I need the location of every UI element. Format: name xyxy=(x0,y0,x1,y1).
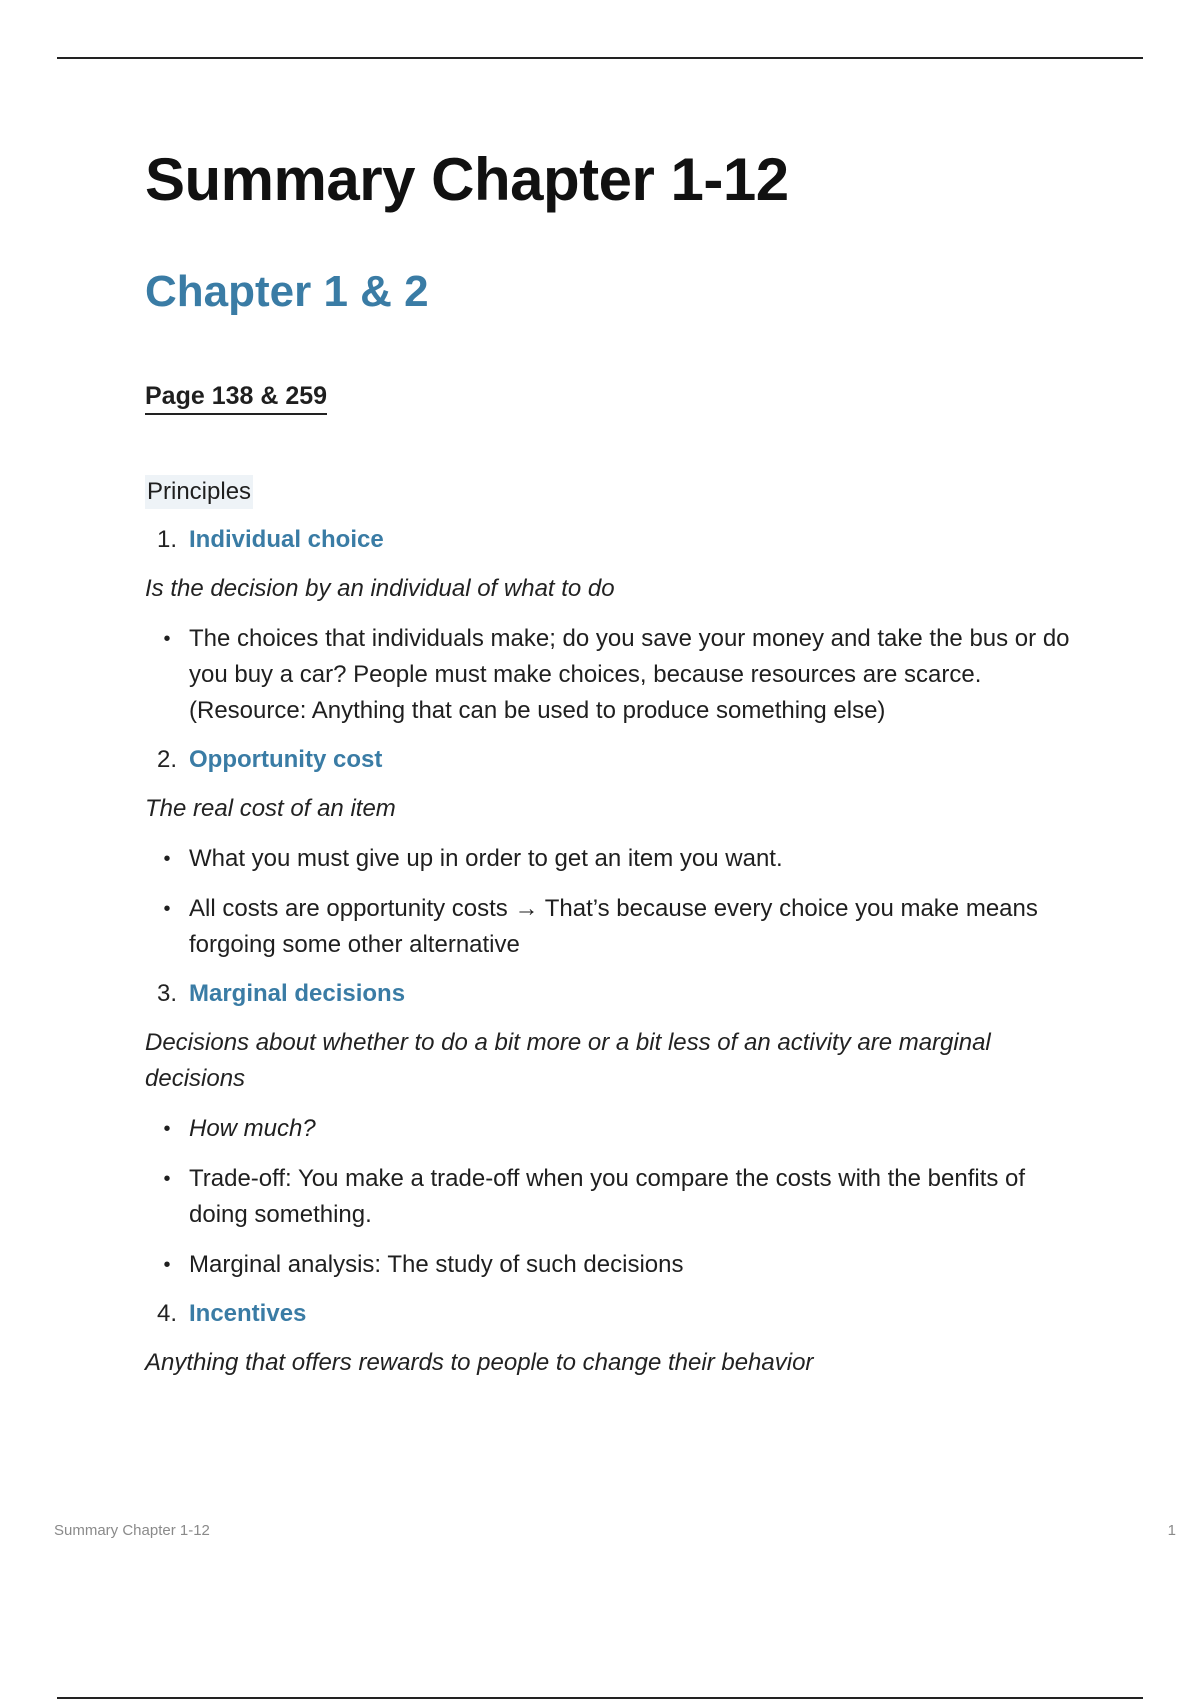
principle-definition: Decisions about whether to do a bit more or a bit less of an activity are marginal decisions xyxy=(145,1029,991,1092)
bullet-dot-icon: • xyxy=(163,848,171,870)
bullet-dot-icon: • xyxy=(163,1118,171,1140)
principle-heading xyxy=(145,977,1075,1011)
bullet-dot-icon: • xyxy=(163,1168,171,1190)
principle-item xyxy=(145,977,1075,1283)
bullet-text: How much? xyxy=(189,1115,316,1142)
bullet-item xyxy=(145,1161,1075,1233)
bullet-list xyxy=(145,1111,1075,1283)
bullet-list xyxy=(145,841,1075,963)
bottom-rule xyxy=(57,1697,1143,1699)
bullet-dot-icon: • xyxy=(163,898,171,920)
page-reference: Page 138 & 259 xyxy=(145,380,327,415)
bullet-dot-icon: • xyxy=(163,1254,171,1276)
bullet-text: All costs are opportunity costs → That’s because every choice you make means forgoing some other alternative xyxy=(189,895,1038,958)
principle-item xyxy=(145,743,1075,963)
bullet-text: What you must give up in order to get an item you want. xyxy=(189,845,783,872)
principle-definition: Is the decision by an individual of what to do xyxy=(145,575,615,602)
bullet-text: The choices that individuals make; do you save your money and take the bus or do you buy a car? People must make choices, because resources are scarce. (Resource: Anything that can be used to produce something else) xyxy=(189,625,1070,724)
bullet-list xyxy=(145,621,1075,729)
footer-page-number: 1 xyxy=(1167,1522,1176,1539)
page-content xyxy=(145,140,1075,1381)
bullet-text: Trade-off: You make a trade-off when you compare the costs with the benfits of doing something. xyxy=(189,1165,1026,1228)
principle-number: 2. xyxy=(156,746,177,773)
document-title: Summary Chapter 1-12 xyxy=(145,146,789,213)
footer-document-title: Summary Chapter 1-12 xyxy=(54,1522,210,1539)
principle-number: 1. xyxy=(156,526,177,553)
principle-title: Incentives xyxy=(189,1300,307,1327)
section-label: Principles xyxy=(145,475,253,509)
principle-heading xyxy=(145,743,1075,777)
bullet-item xyxy=(145,1247,1075,1283)
principle-heading xyxy=(145,523,1075,557)
principle-item xyxy=(145,523,1075,729)
chapter-heading: Chapter 1 & 2 xyxy=(145,267,429,316)
principle-definition: The real cost of an item xyxy=(145,795,396,822)
top-rule xyxy=(57,57,1143,59)
principle-title: Opportunity cost xyxy=(189,746,383,773)
bullet-item xyxy=(145,1111,1075,1147)
principle-number: 3. xyxy=(156,980,177,1007)
bullet-dot-icon: • xyxy=(163,628,171,650)
bullet-item xyxy=(145,891,1075,963)
principle-title: Marginal decisions xyxy=(189,980,406,1007)
principle-definition: Anything that offers rewards to people to change their behavior xyxy=(145,1349,814,1376)
principle-heading xyxy=(145,1297,1075,1331)
principle-number: 4. xyxy=(156,1300,177,1327)
bullet-text: Marginal analysis: The study of such decisions xyxy=(189,1251,684,1278)
bullet-item xyxy=(145,621,1075,729)
principle-item xyxy=(145,1297,1075,1381)
bullet-item xyxy=(145,841,1075,877)
principle-title: Individual choice xyxy=(189,526,384,553)
